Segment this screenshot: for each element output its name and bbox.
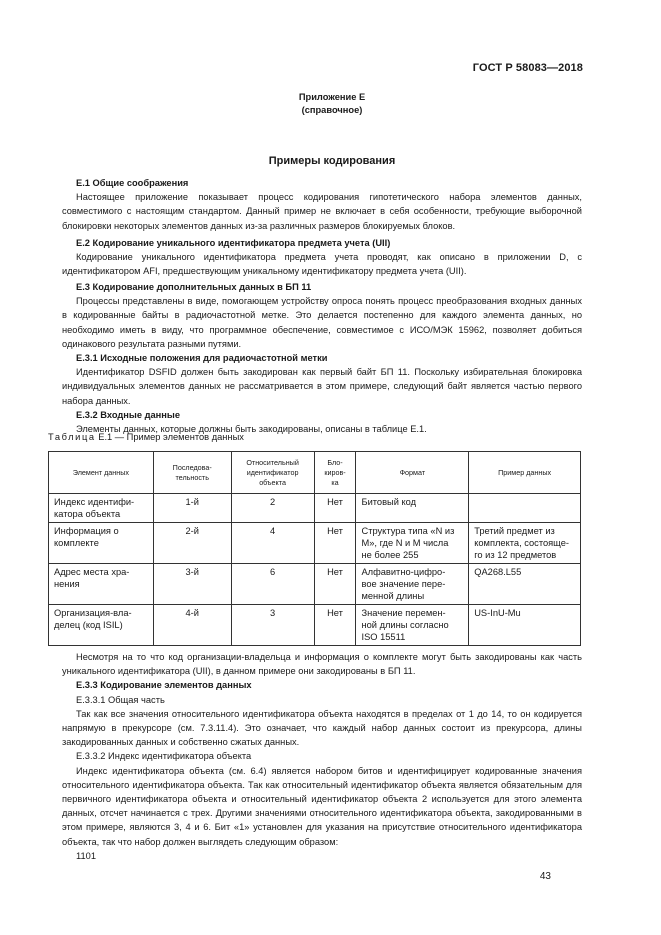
table-cell: 3 bbox=[231, 605, 314, 646]
section-e1 bbox=[62, 176, 582, 233]
paragraph: Так как все значения относительного идентификатора объекта находятся в пределах от 1 до 14, то он кодируется напрямую в прекурсоре (см. 7.3.11.4). Это означает, что каждый набор данных состоит из прекурсора, длины закодированных данных и собственно сжатых данных. bbox=[62, 708, 582, 748]
main-title: Примеры кодирования bbox=[268, 155, 396, 167]
table-cell: Нет bbox=[314, 523, 356, 564]
table-cell: 2 bbox=[231, 494, 314, 523]
paragraph: Индекс идентификатора объекта (см. 6.4) является набором битов и идентифицирует кодированные значения относительного идентификатора объекта. Так как относительный идентификатор объекта является обязательным для первичного идентификатора объекта и относительный идентификатор объекта 2 используется для этого элемента данных, отсчет начинается с трех. Другими значениями относительного идентификатора объекта, закодированными в этом примере, являются 3, 4 и 6. Бит «1» установлен для указания на присутствие относительного идентификатора объекта, так что набор должен выглядеть следующим образом: bbox=[62, 765, 582, 847]
table-cell: QA268.L55 bbox=[469, 564, 581, 605]
section-e3 bbox=[62, 280, 582, 436]
table-header-cell: Относительный идентификатор объекта bbox=[231, 452, 314, 494]
subsubsection-heading: Е.3.3.1 Общая часть bbox=[76, 694, 165, 705]
annex-title: Приложение Е bbox=[298, 92, 366, 102]
table-row bbox=[49, 605, 581, 646]
table-cell: Третий предмет из комплекта, состояще- го из 12 предметов bbox=[469, 523, 581, 564]
table-row bbox=[49, 564, 581, 605]
paragraph: Кодирование уникального идентификатора предмета учета проводят, как описано в приложении D, с идентификатором AFI, предшествующим уникальному идентификатору предмета учета (UII). bbox=[62, 252, 582, 277]
table-cell: Индекс идентифи- катора объекта bbox=[49, 494, 154, 523]
table-cell: Битовый код bbox=[356, 494, 469, 523]
table-cell: 2-й bbox=[153, 523, 231, 564]
table-cell: Нет bbox=[314, 605, 356, 646]
annex-subtitle: (справочное) bbox=[301, 105, 363, 115]
table-cell: US-InU-Mu bbox=[469, 605, 581, 646]
table-header-cell: Элемент данных bbox=[49, 452, 154, 494]
table-row bbox=[49, 494, 581, 523]
table-cell: Адрес места хра- нения bbox=[49, 564, 154, 605]
paragraph: Процессы представлены в виде, помогающем устройству опроса понять процесс преобразования входных данных в кодированные байты в радиочастотной метке. Это делается постепенно для каждого элемента данных, но необходимо иметь в виду, что программное обеспечение, совместимое с ИСО/МЭК 15962, позволяет добиться одинакового результата разными путями. bbox=[62, 296, 582, 349]
section-e2 bbox=[62, 236, 582, 279]
subsubsection-heading: Е.3.3.2 Индекс идентификатора объекта bbox=[76, 751, 252, 762]
table-header-cell: Бло- киров- ка bbox=[314, 452, 356, 494]
table-caption bbox=[48, 432, 244, 442]
table-row bbox=[49, 523, 581, 564]
table-cell: Нет bbox=[314, 564, 356, 605]
bit-sequence: 1101 bbox=[76, 850, 96, 861]
table-cell: Информация о комплекте bbox=[49, 523, 154, 564]
table-cell: Значение перемен- ной длины согласно ISO 15511 bbox=[356, 605, 469, 646]
caption-text: Е.1 — Пример элементов данных bbox=[98, 432, 244, 442]
subsection-heading: Е.3.3 Кодирование элементов данных bbox=[76, 680, 252, 691]
table-cell: Алфавитно-цифро- вое значение пере- менной длины bbox=[356, 564, 469, 605]
table-cell: Организация-вла- делец (код ISIL) bbox=[49, 605, 154, 646]
paragraph: Идентификатор DSFID должен быть закодирован как первый байт БП 11. Поскольку избирательная блокировка индивидуальных элементов данных не рассматривается в этом примере, следующий байт является частью первого набора данных. bbox=[62, 367, 582, 406]
table-cell: Структура типа «N из M», где N и M числа не более 255 bbox=[356, 523, 469, 564]
paragraph: Настоящее приложение показывает процесс кодирования гипотетического набора элементов данных, совместимого с настоящим стандартом. Данный пример не включает в себя особенности, требующие выборочной блокировки некоторых элементов данных из-за различных размеров блокируемых блоков. bbox=[62, 192, 582, 231]
table-cell: Нет bbox=[314, 494, 356, 523]
table-cell: 6 bbox=[231, 564, 314, 605]
subsection-heading: Е.3.2 Входные данные bbox=[76, 409, 180, 420]
data-table bbox=[48, 451, 581, 646]
table-header-cell: Пример данных bbox=[469, 452, 581, 494]
section-heading: Е.1 Общие соображения bbox=[76, 178, 189, 188]
table-header-cell: Формат bbox=[356, 452, 469, 494]
table-cell: 1-й bbox=[153, 494, 231, 523]
table-header-row bbox=[49, 452, 581, 494]
table-cell: 4 bbox=[231, 523, 314, 564]
table-cell bbox=[469, 494, 581, 523]
table-cell: 4-й bbox=[153, 605, 231, 646]
standard-number: ГОСТ Р 58083—2018 bbox=[472, 62, 583, 74]
subsection-heading: Е.3.1 Исходные положения для радиочастотной метки bbox=[76, 353, 328, 364]
table-cell: 3-й bbox=[153, 564, 231, 605]
paragraph: Несмотря на то что код организации-владельца и информация о комплекте могут быть закодированы как часть уникального идентификатора (UII), в данном примере они закодированы в БП 11. bbox=[62, 652, 582, 677]
after-table-text bbox=[62, 650, 582, 863]
table-header-cell: Последова- тельность bbox=[153, 452, 231, 494]
page-number: 43 bbox=[539, 871, 551, 882]
section-heading: Е.3 Кодирование дополнительных данных в БП 11 bbox=[76, 282, 312, 292]
caption-word: Таблица bbox=[48, 432, 96, 442]
paragraph: Элементы данных, которые должны быть закодированы, описаны в таблице Е.1. bbox=[76, 424, 427, 435]
section-heading: Е.2 Кодирование уникального идентификатора предмета учета (UII) bbox=[76, 238, 391, 248]
